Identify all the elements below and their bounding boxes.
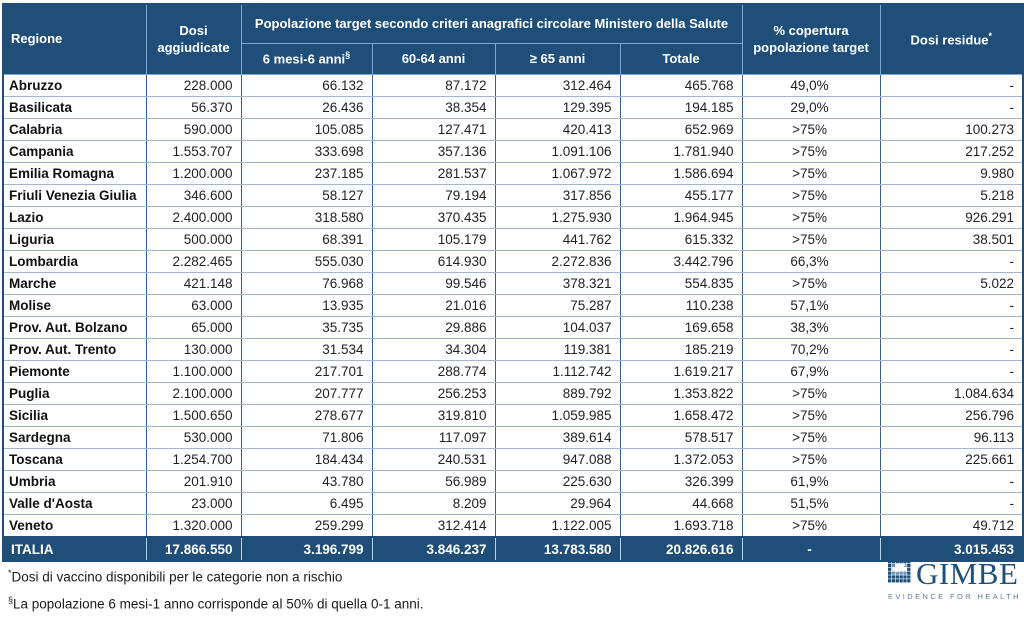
- footnote-marker-section: §: [345, 50, 351, 61]
- column-group-header-popolazione-target: Popolazione target secondo criteri anagrafici circolare Ministero della Salute: [241, 4, 742, 44]
- value-cell: 1.372.053: [620, 449, 742, 471]
- value-cell: 1.112.742: [495, 361, 620, 383]
- value-cell: 3.442.796: [620, 251, 742, 273]
- value-cell: 441.762: [495, 229, 620, 251]
- value-cell: 1.200.000: [146, 163, 241, 185]
- value-cell: -: [880, 361, 1023, 383]
- value-cell: 237.185: [241, 163, 372, 185]
- region-name-cell: Calabria: [3, 119, 146, 141]
- value-cell: 110.238: [620, 295, 742, 317]
- table-row: [3, 185, 1023, 207]
- region-name-cell: Campania: [3, 141, 146, 163]
- value-cell: 127.471: [372, 119, 495, 141]
- value-cell: 2.400.000: [146, 207, 241, 229]
- table-row: [3, 251, 1023, 273]
- region-name-cell: Lombardia: [3, 251, 146, 273]
- table-header: [3, 4, 1023, 75]
- table-row: [3, 207, 1023, 229]
- value-cell: 326.399: [620, 471, 742, 493]
- total-value-cell: 20.826.616: [620, 537, 742, 561]
- value-cell: 465.768: [620, 75, 742, 97]
- value-cell: -: [880, 493, 1023, 515]
- value-cell: 1.693.718: [620, 515, 742, 538]
- value-cell: 225.661: [880, 449, 1023, 471]
- value-cell: 61,9%: [742, 471, 880, 493]
- table-row: [3, 163, 1023, 185]
- total-value-cell: -: [742, 537, 880, 561]
- value-cell: 1.091.106: [495, 141, 620, 163]
- value-cell: 1.781.940: [620, 141, 742, 163]
- value-cell: 1.964.945: [620, 207, 742, 229]
- region-name-cell: Emilia Romagna: [3, 163, 146, 185]
- value-cell: -: [880, 471, 1023, 493]
- value-cell: 76.968: [241, 273, 372, 295]
- value-cell: 2.282.465: [146, 251, 241, 273]
- table-row: [3, 339, 1023, 361]
- value-cell: 66.132: [241, 75, 372, 97]
- value-cell: 2.272.836: [495, 251, 620, 273]
- table-row: [3, 273, 1023, 295]
- value-cell: 169.658: [620, 317, 742, 339]
- value-cell: 58.127: [241, 185, 372, 207]
- value-cell: 1.500.650: [146, 405, 241, 427]
- region-name-cell: Umbria: [3, 471, 146, 493]
- value-cell: -: [880, 97, 1023, 119]
- column-header-regione: Regione: [3, 4, 146, 75]
- value-cell: 38.501: [880, 229, 1023, 251]
- value-cell: 947.088: [495, 449, 620, 471]
- region-name-cell: Marche: [3, 273, 146, 295]
- footnote-dosi-residue: [8, 562, 424, 589]
- region-name-cell: Puglia: [3, 383, 146, 405]
- region-name-cell: Liguria: [3, 229, 146, 251]
- value-cell: 357.136: [372, 141, 495, 163]
- value-cell: 614.930: [372, 251, 495, 273]
- gimbe-tagline: EVIDENCE FOR HEALTH: [888, 592, 1021, 601]
- value-cell: 184.434: [241, 449, 372, 471]
- column-header-totale: Totale: [620, 44, 742, 75]
- value-cell: 1.122.005: [495, 515, 620, 538]
- value-cell: 68.391: [241, 229, 372, 251]
- value-cell: -: [880, 339, 1023, 361]
- value-cell: 421.148: [146, 273, 241, 295]
- table-row: [3, 405, 1023, 427]
- table-row: [3, 493, 1023, 515]
- table-row: [3, 141, 1023, 163]
- column-header-6mesi-6anni: [241, 44, 372, 75]
- region-name-cell: Sardegna: [3, 427, 146, 449]
- region-name-cell: Prov. Aut. Bolzano: [3, 317, 146, 339]
- value-cell: 38.354: [372, 97, 495, 119]
- value-cell: 185.219: [620, 339, 742, 361]
- value-cell: 26.436: [241, 97, 372, 119]
- value-cell: >75%: [742, 185, 880, 207]
- value-cell: 65.000: [146, 317, 241, 339]
- table-row: [3, 515, 1023, 538]
- value-cell: 9.980: [880, 163, 1023, 185]
- value-cell: 240.531: [372, 449, 495, 471]
- value-cell: 29,0%: [742, 97, 880, 119]
- value-cell: 555.030: [241, 251, 372, 273]
- region-name-cell: Toscana: [3, 449, 146, 471]
- gimbe-wordmark: GIMBE: [916, 556, 1019, 591]
- value-cell: 530.000: [146, 427, 241, 449]
- value-cell: 29.964: [495, 493, 620, 515]
- table-row: [3, 295, 1023, 317]
- table-row: [3, 229, 1023, 251]
- footnote-text: Dosi di vaccino disponibili per le categorie non a rischio: [11, 569, 343, 585]
- value-cell: 554.835: [620, 273, 742, 295]
- value-cell: 130.000: [146, 339, 241, 361]
- value-cell: >75%: [742, 119, 880, 141]
- region-name-cell: Friuli Venezia Giulia: [3, 185, 146, 207]
- value-cell: 500.000: [146, 229, 241, 251]
- value-cell: 105.085: [241, 119, 372, 141]
- total-value-cell: 3.196.799: [241, 537, 372, 561]
- value-cell: 1.320.000: [146, 515, 241, 538]
- value-cell: >75%: [742, 141, 880, 163]
- value-cell: 652.969: [620, 119, 742, 141]
- table-row: [3, 427, 1023, 449]
- column-header-dosi-residue: [880, 4, 1023, 75]
- value-cell: 420.413: [495, 119, 620, 141]
- value-cell: 225.630: [495, 471, 620, 493]
- value-cell: 8.209: [372, 493, 495, 515]
- value-cell: 23.000: [146, 493, 241, 515]
- value-cell: 889.792: [495, 383, 620, 405]
- value-cell: 346.600: [146, 185, 241, 207]
- value-cell: 29.886: [372, 317, 495, 339]
- value-cell: >75%: [742, 383, 880, 405]
- footnote-popolazione: [8, 589, 424, 616]
- value-cell: 281.537: [372, 163, 495, 185]
- value-cell: 312.464: [495, 75, 620, 97]
- value-cell: 1.275.930: [495, 207, 620, 229]
- value-cell: 1.553.707: [146, 141, 241, 163]
- value-cell: 370.435: [372, 207, 495, 229]
- value-cell: 378.321: [495, 273, 620, 295]
- value-cell: 1.100.000: [146, 361, 241, 383]
- value-cell: 201.910: [146, 471, 241, 493]
- value-cell: 117.097: [372, 427, 495, 449]
- region-name-cell: Basilicata: [3, 97, 146, 119]
- value-cell: 312.414: [372, 515, 495, 538]
- value-cell: 63.000: [146, 295, 241, 317]
- value-cell: >75%: [742, 229, 880, 251]
- value-cell: 119.381: [495, 339, 620, 361]
- region-name-cell: Sicilia: [3, 405, 146, 427]
- value-cell: 13.935: [241, 295, 372, 317]
- column-header-ge65: ≥ 65 anni: [495, 44, 620, 75]
- value-cell: 228.000: [146, 75, 241, 97]
- value-cell: 5.022: [880, 273, 1023, 295]
- footnote-marker-asterisk: *: [988, 30, 993, 41]
- table-row: [3, 471, 1023, 493]
- value-cell: 389.614: [495, 427, 620, 449]
- value-cell: 288.774: [372, 361, 495, 383]
- value-cell: 1.084.634: [880, 383, 1023, 405]
- section-marker: §: [8, 594, 14, 605]
- value-cell: 590.000: [146, 119, 241, 141]
- value-cell: 43.780: [241, 471, 372, 493]
- value-cell: -: [880, 295, 1023, 317]
- value-cell: 217.701: [241, 361, 372, 383]
- value-cell: 56.989: [372, 471, 495, 493]
- dosi-residue-label: Dosi residue: [910, 32, 989, 48]
- value-cell: 34.304: [372, 339, 495, 361]
- value-cell: 129.395: [495, 97, 620, 119]
- footnote-text: La popolazione 6 mesi-1 anno corrisponde al 50% di quella 0-1 anni.: [13, 596, 424, 611]
- table-row: [3, 383, 1023, 405]
- value-cell: 104.037: [495, 317, 620, 339]
- value-cell: 1.254.700: [146, 449, 241, 471]
- value-cell: 105.179: [372, 229, 495, 251]
- value-cell: 99.546: [372, 273, 495, 295]
- value-cell: 1.619.217: [620, 361, 742, 383]
- value-cell: 87.172: [372, 75, 495, 97]
- value-cell: 75.287: [495, 295, 620, 317]
- value-cell: 1.586.694: [620, 163, 742, 185]
- value-cell: 51,5%: [742, 493, 880, 515]
- value-cell: 194.185: [620, 97, 742, 119]
- value-cell: 21.016: [372, 295, 495, 317]
- value-cell: 2.100.000: [146, 383, 241, 405]
- value-cell: 1.658.472: [620, 405, 742, 427]
- value-cell: 926.291: [880, 207, 1023, 229]
- value-cell: >75%: [742, 515, 880, 538]
- value-cell: 44.668: [620, 493, 742, 515]
- table-body: [3, 75, 1023, 538]
- value-cell: >75%: [742, 449, 880, 471]
- value-cell: 319.810: [372, 405, 495, 427]
- value-cell: >75%: [742, 207, 880, 229]
- table-row: [3, 361, 1023, 383]
- value-cell: 100.273: [880, 119, 1023, 141]
- region-name-cell: Lazio: [3, 207, 146, 229]
- value-cell: 578.517: [620, 427, 742, 449]
- region-name-cell: Veneto: [3, 515, 146, 538]
- total-value-cell: 3.015.453: [880, 537, 1023, 561]
- value-cell: >75%: [742, 427, 880, 449]
- value-cell: 71.806: [241, 427, 372, 449]
- value-cell: 96.113: [880, 427, 1023, 449]
- table-row: [3, 449, 1023, 471]
- value-cell: >75%: [742, 405, 880, 427]
- value-cell: 67,9%: [742, 361, 880, 383]
- value-cell: 49.712: [880, 515, 1023, 538]
- total-row-italia: [3, 537, 1023, 561]
- table-row: [3, 75, 1023, 97]
- table-row: [3, 317, 1023, 339]
- value-cell: 38,3%: [742, 317, 880, 339]
- table-total: [3, 537, 1023, 561]
- region-name-cell: Piemonte: [3, 361, 146, 383]
- value-cell: 6.495: [241, 493, 372, 515]
- value-cell: 70,2%: [742, 339, 880, 361]
- value-cell: 317.856: [495, 185, 620, 207]
- region-name-cell: Prov. Aut. Trento: [3, 339, 146, 361]
- region-name-cell: Valle d'Aosta: [3, 493, 146, 515]
- gimbe-logo: [888, 556, 1021, 601]
- value-cell: 1.353.822: [620, 383, 742, 405]
- region-name-cell: Abruzzo: [3, 75, 146, 97]
- value-cell: >75%: [742, 273, 880, 295]
- total-value-cell: 13.783.580: [495, 537, 620, 561]
- value-cell: 57,1%: [742, 295, 880, 317]
- value-cell: 1.067.972: [495, 163, 620, 185]
- value-cell: 31.534: [241, 339, 372, 361]
- value-cell: 5.218: [880, 185, 1023, 207]
- total-value-cell: 3.846.237: [372, 537, 495, 561]
- region-name-cell: Molise: [3, 295, 146, 317]
- 6mesi-label: 6 mesi-6 anni: [262, 51, 346, 67]
- value-cell: 207.777: [241, 383, 372, 405]
- value-cell: 318.580: [241, 207, 372, 229]
- vaccine-coverage-table: [2, 3, 1024, 562]
- value-cell: 79.194: [372, 185, 495, 207]
- value-cell: 256.796: [880, 405, 1023, 427]
- table-row: [3, 119, 1023, 141]
- value-cell: 217.252: [880, 141, 1023, 163]
- value-cell: 1.059.985: [495, 405, 620, 427]
- value-cell: -: [880, 317, 1023, 339]
- column-header-copertura: % copertura popolazione target: [742, 4, 880, 75]
- value-cell: >75%: [742, 163, 880, 185]
- asterisk-marker: *: [8, 568, 12, 578]
- column-header-60-64: 60-64 anni: [372, 44, 495, 75]
- value-cell: 35.735: [241, 317, 372, 339]
- value-cell: 455.177: [620, 185, 742, 207]
- value-cell: 278.677: [241, 405, 372, 427]
- value-cell: -: [880, 251, 1023, 273]
- total-region-cell: ITALIA: [3, 537, 146, 561]
- gimbe-grid-icon: [888, 560, 911, 588]
- footnotes: [8, 562, 424, 615]
- value-cell: 56.370: [146, 97, 241, 119]
- table-row: [3, 97, 1023, 119]
- value-cell: 256.253: [372, 383, 495, 405]
- value-cell: 66,3%: [742, 251, 880, 273]
- value-cell: -: [880, 75, 1023, 97]
- total-value-cell: 17.866.550: [146, 537, 241, 561]
- value-cell: 49,0%: [742, 75, 880, 97]
- value-cell: 333.698: [241, 141, 372, 163]
- value-cell: 259.299: [241, 515, 372, 538]
- value-cell: 615.332: [620, 229, 742, 251]
- column-header-dosi-aggiudicate: Dosi aggiudicate: [146, 4, 241, 75]
